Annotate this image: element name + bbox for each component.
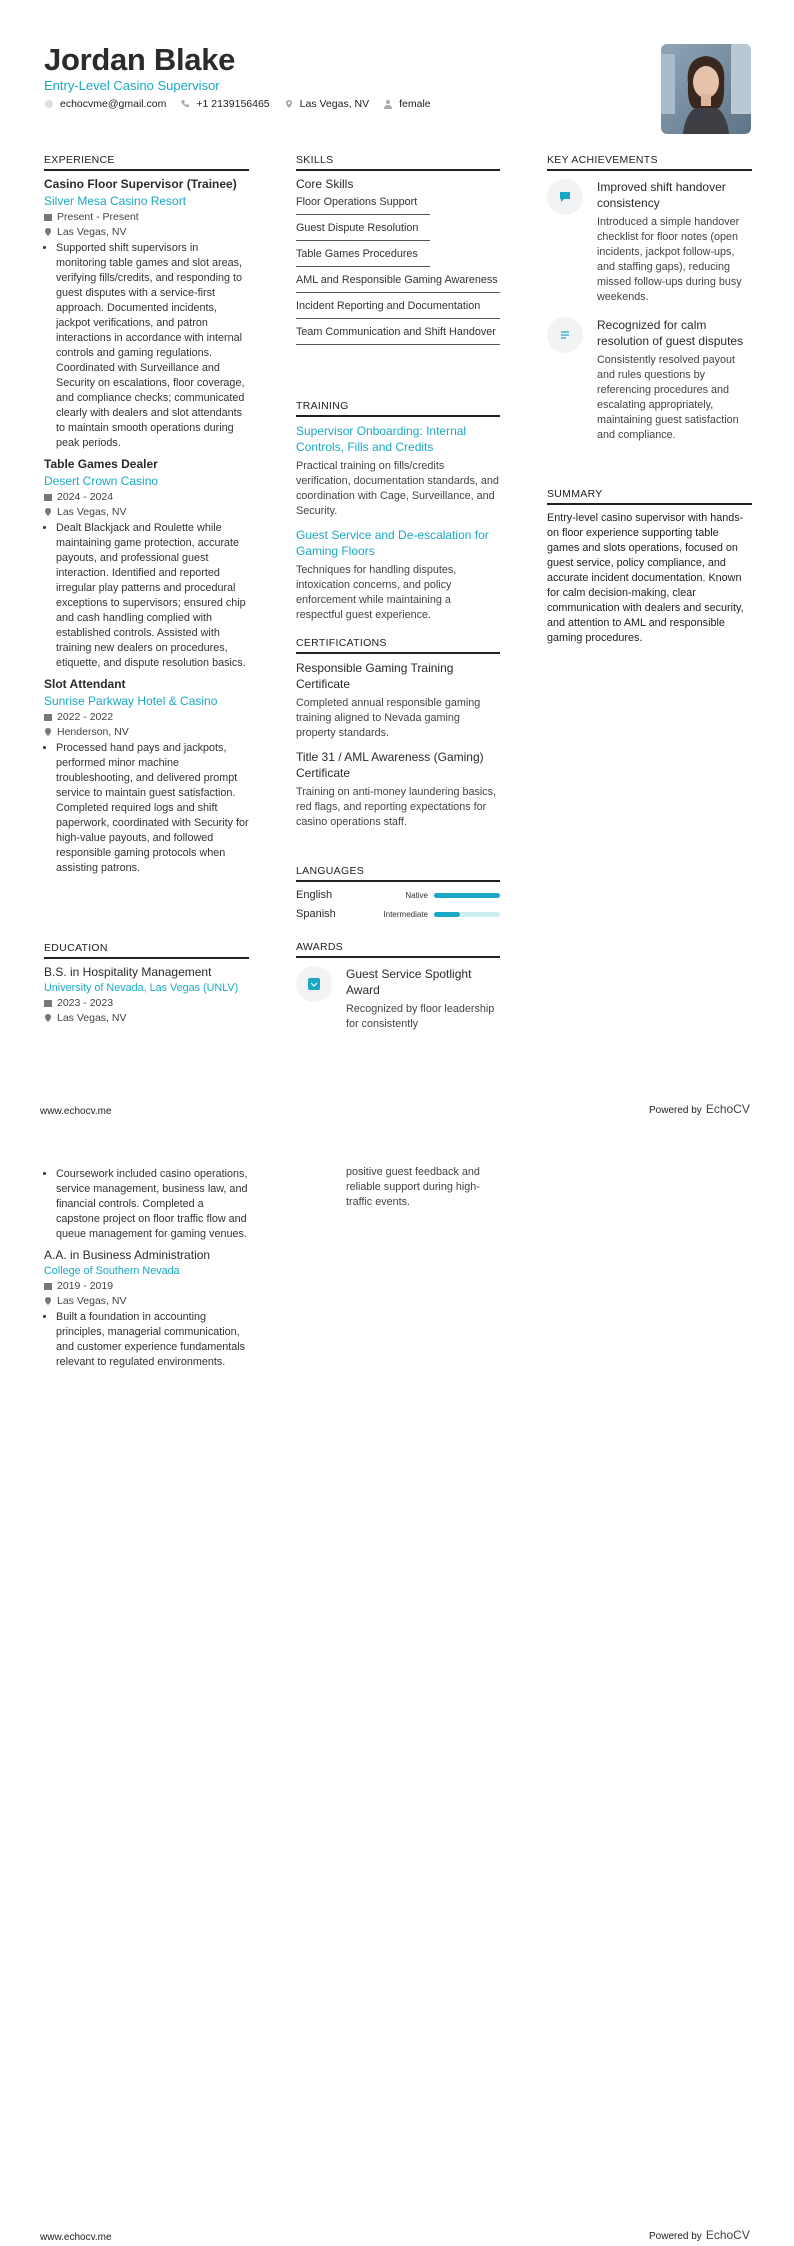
award-description: positive guest feedback and reliable support during high-traffic events. — [346, 1166, 480, 1208]
job-company: Silver Mesa Casino Resort — [44, 194, 187, 208]
language-bar-fill — [434, 893, 500, 898]
awards-section — [296, 941, 500, 1032]
job-title: Casino Floor Supervisor (Trainee) — [44, 177, 237, 191]
certification-description: Training on anti-money laundering basics, red flags, and reporting expectations for casino operations staff. — [296, 786, 497, 828]
job-company: Desert Crown Casino — [44, 474, 159, 488]
footer-powered — [649, 1102, 750, 1116]
experience-heading: EXPERIENCE — [44, 154, 249, 171]
calendar-icon — [44, 713, 52, 721]
job-description: • Processed hand pays and jackpots, performed minor machine troubleshooting, and delivered prompt service to maintain guest satisfaction. Completed required logs and shift paperwork, coordinated with Security for high-value payouts, and followed responsible gaming protocols when assisting patrons. — [56, 741, 249, 876]
profile-photo — [661, 44, 751, 134]
summary-text: Entry-level casino supervisor with hands-on floor experience supporting table games and slots operations, focused on guest service, policy compliance, and accurate incident documentation. Known for calm decision-making, clear communication with dealers and security, and attention to AML and responsible gaming procedures. — [547, 512, 744, 644]
powered-label: Powered by — [649, 2231, 702, 2242]
location-pin-icon — [44, 228, 52, 236]
job-title: Table Games Dealer — [44, 457, 158, 471]
job-dates: 2022 - 2022 — [44, 711, 249, 723]
skill-item: Table Games Procedures — [296, 241, 430, 267]
experience-section — [44, 154, 249, 876]
achievement-description: Consistently resolved payout and rules questions by referencing procedures and escalating appropriately, maintaining guest satisfaction and compliance. — [597, 354, 739, 441]
education-heading: EDUCATION — [44, 942, 249, 959]
achievement-title: Recognized for calm resolution of guest disputes — [597, 318, 744, 348]
award-icon — [308, 978, 320, 990]
language-level: Native — [405, 890, 428, 900]
candidate-role: Entry-Level Casino Supervisor — [44, 78, 220, 93]
skill-item: Guest Dispute Resolution — [296, 215, 430, 241]
skill-item: Team Communication and Shift Handover — [296, 319, 500, 345]
calendar-icon — [44, 213, 52, 221]
location-pin-icon — [44, 1014, 52, 1022]
language-level: Intermediate — [383, 909, 428, 919]
training-heading: TRAINING — [296, 400, 500, 417]
job-company: Sunrise Parkway Hotel & Casino — [44, 694, 218, 708]
gender-text: female — [399, 98, 431, 110]
location-text: Las Vegas, NV — [299, 98, 370, 110]
candidate-name: Jordan Blake — [44, 42, 236, 77]
education-description: • Coursework included casino operations, service management, business law, and financial controls. Completed a capstone project on floor traffic flow and queue management for gaming venues. — [56, 1167, 249, 1242]
job-title: Slot Attendant — [44, 677, 126, 691]
footer-site-link[interactable]: www.echocv.me — [40, 2232, 112, 2243]
contact-location — [284, 98, 369, 110]
brand-logo[interactable]: EchoCV — [705, 1102, 750, 1116]
achievements-heading: KEY ACHIEVEMENTS — [547, 154, 752, 171]
award-icon-wrap — [296, 966, 332, 1002]
education-description: • Built a foundation in accounting principles, managerial communication, and customer experience fundamentals relevant to regulated environments. — [56, 1310, 249, 1370]
calendar-icon — [44, 493, 52, 501]
languages-heading: LANGUAGES — [296, 865, 500, 882]
phone-text: +1 2139156465 — [196, 98, 270, 110]
achievement-icon-wrap — [547, 317, 583, 353]
achievement-entry — [547, 179, 752, 305]
education-location: Las Vegas, NV — [44, 1295, 249, 1307]
email-text: echocvme@gmail.com — [60, 98, 167, 110]
degree-title: B.S. in Hospitality Management — [44, 965, 212, 979]
contact-email[interactable] — [44, 98, 166, 110]
contact-phone[interactable] — [180, 98, 269, 110]
training-title: Supervisor Onboarding: Internal Controls, Fills and Credits — [296, 424, 467, 454]
resume-page-2 — [0, 1140, 794, 2246]
footer-site-link[interactable]: www.echocv.me — [40, 1106, 112, 1117]
languages-section — [296, 865, 500, 920]
calendar-icon — [44, 1282, 52, 1290]
certification-title: Title 31 / AML Awareness (Gaming) Certificate — [296, 750, 484, 780]
location-pin-icon — [44, 728, 52, 736]
job-location: Las Vegas, NV — [44, 226, 249, 238]
training-section — [296, 400, 500, 623]
degree-title: A.A. in Business Administration — [44, 1248, 211, 1262]
language-bar-fill — [434, 912, 460, 917]
award-description: Recognized by floor leadership for consistently — [346, 1003, 495, 1030]
contact-bar — [44, 98, 431, 110]
job-description: • Dealt Blackjack and Roulette while maintaining game protection, accurate payouts, and professional guest interaction. Identified and reported irregular play patterns and procedural exceptions to supervisors; ensured chip and cash handling complied with established controls. Assisted with training new dealers on procedures, etiquette, and dispute resolution basics. — [56, 521, 249, 671]
skills-heading: SKILLS — [296, 154, 500, 171]
job-location: Henderson, NV — [44, 726, 249, 738]
job-dates: 2024 - 2024 — [44, 491, 249, 503]
calendar-icon — [44, 999, 52, 1007]
achievement-entry — [547, 317, 752, 443]
person-icon — [383, 99, 393, 109]
achievement-icon-wrap — [547, 179, 583, 215]
job-description: • Supported shift supervisors in monitoring table games and slot areas, verifying fills/credits, and responding to guest disputes with a service-first approach. Documented incidents, jackpot verifications, and patron interactions in accordance with internal controls and gaming regulations. Coordinated with Surveillance and Security on escalations, floor coverage, and compliance checks; communicated clearly with dealers and slot attendants to maintain smooth operations during peak periods. — [56, 241, 249, 451]
certification-description: Completed annual responsible gaming training aligned to Nevada gaming property standards. — [296, 697, 481, 739]
summary-section — [547, 488, 752, 646]
phone-icon — [180, 99, 190, 109]
education-location: Las Vegas, NV — [44, 1012, 249, 1024]
award-title: Guest Service Spotlight Award — [346, 967, 472, 997]
list-lines-icon — [559, 329, 571, 341]
certifications-section — [296, 637, 500, 830]
chat-bubble-icon — [559, 191, 571, 203]
achievements-section — [547, 154, 752, 443]
skill-item: Incident Reporting and Documentation — [296, 293, 500, 319]
training-title: Guest Service and De-escalation for Gaming Floors — [296, 528, 489, 558]
achievement-description: Introduced a simple handover checklist for floor notes (open incidents, jackpot follow-ups, and staffing gaps), reducing missed follow-ups during busy weekends. — [597, 216, 742, 303]
language-row — [296, 889, 500, 901]
language-bar — [434, 912, 500, 917]
powered-label: Powered by — [649, 1105, 702, 1116]
job-entry — [44, 177, 249, 451]
training-description: Practical training on fills/credits verification, documentation standards, and coordination with Cage, Surveillance, and Security. — [296, 460, 499, 517]
school-name: University of Nevada, Las Vegas (UNLV) — [44, 982, 239, 994]
awards-heading: AWARDS — [296, 941, 500, 958]
location-pin-icon — [44, 1297, 52, 1305]
brand-logo[interactable]: EchoCV — [705, 2228, 750, 2242]
training-description: Techniques for handling disputes, intoxication concerns, and policy enforcement while maintaining a respectful guest experience. — [296, 564, 457, 621]
education-continued — [44, 1164, 249, 1370]
award-continued — [346, 1165, 500, 1210]
language-name: English — [296, 889, 333, 901]
location-pin-icon — [284, 99, 294, 109]
job-entry — [44, 677, 249, 876]
language-row — [296, 908, 500, 920]
skill-item: Floor Operations Support — [296, 191, 430, 215]
job-entry — [44, 457, 249, 671]
contact-gender — [383, 98, 431, 110]
language-bar — [434, 893, 500, 898]
footer-powered — [649, 2228, 750, 2242]
education-dates: 2019 - 2019 — [44, 1280, 249, 1292]
certification-title: Responsible Gaming Training Certificate — [296, 661, 454, 691]
award-entry — [296, 966, 500, 1032]
skills-section — [296, 154, 500, 345]
education-section — [44, 942, 249, 1024]
summary-heading: SUMMARY — [547, 488, 752, 505]
skills-subheading: Core Skills — [296, 177, 354, 191]
location-pin-icon — [44, 508, 52, 516]
certifications-heading: CERTIFICATIONS — [296, 637, 500, 654]
job-location: Las Vegas, NV — [44, 506, 249, 518]
email-icon — [44, 99, 54, 109]
job-dates: Present - Present — [44, 211, 249, 223]
language-name: Spanish — [296, 908, 336, 920]
education-dates: 2023 - 2023 — [44, 997, 249, 1009]
school-name: College of Southern Nevada — [44, 1265, 180, 1277]
achievement-title: Improved shift handover consistency — [597, 180, 726, 210]
skill-item: AML and Responsible Gaming Awareness — [296, 267, 500, 293]
